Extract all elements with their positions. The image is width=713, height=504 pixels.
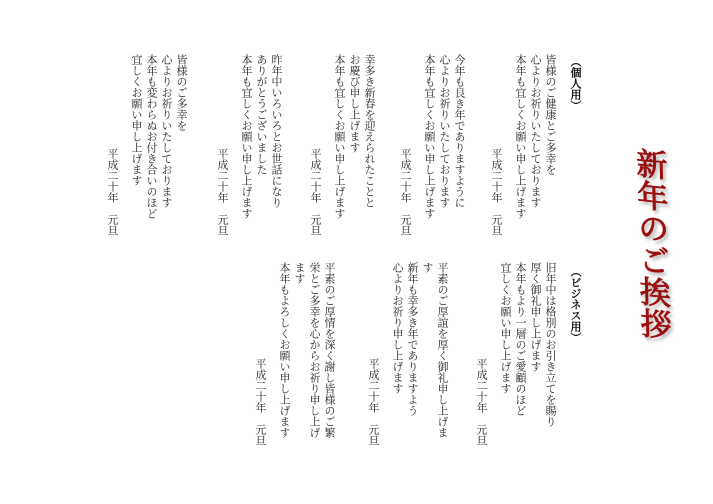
section-label-personal: （個人用） (569, 56, 581, 111)
greeting-line: 本年も宜しくお願い申し上げます (333, 54, 345, 219)
greeting-block-personal-5 (104, 54, 188, 236)
greeting-line: す (421, 262, 433, 273)
greeting-line: 本年も宜しくお願い申し上げます (423, 54, 435, 219)
greeting-line: 心よりお祈りいたしております (529, 54, 541, 208)
greeting-line: 新年も幸多き年でありますよう (406, 262, 418, 416)
greeting-line: 宜しくお願い申し上げます (499, 262, 511, 394)
greeting-line: 平素のご厚誼を厚く御礼申し上げま (436, 262, 448, 438)
greeting-block-personal-2 (397, 54, 466, 236)
greeting-block-personal-1 (488, 54, 557, 236)
date-line: 平成二十年 元旦 (490, 148, 502, 236)
greeting-block-business-2 (365, 262, 449, 446)
greeting-line: 心よりお祈りいたしております (160, 54, 172, 208)
greeting-line: 本年も変わらぬお付き合いのほど (145, 54, 157, 219)
date-line: 平成二十年 元旦 (309, 148, 321, 236)
greeting-line: 宜しくお願い申し上げます (130, 54, 142, 186)
greeting-line: 昨年中いろいろとお世話になり (270, 54, 282, 208)
date-line: 平成二十年 元旦 (475, 358, 487, 446)
greeting-line: 幸多き新春を迎えられたことと (363, 54, 375, 208)
greeting-line: 本年もよろしくお願い申し上げます (278, 262, 290, 438)
greeting-line: 心よりお祈りいたしております (438, 54, 450, 208)
date-line: 平成二十年 元旦 (399, 148, 411, 236)
document-title: 新年のご挨拶 (630, 146, 672, 342)
section-label-business: （ビジネス用） (569, 266, 581, 343)
date-line: 平成二十年 元旦 (367, 358, 379, 446)
greeting-line: 厚く御礼申し上げます (529, 262, 541, 372)
greeting-line: 今年も良き年でありますように (453, 54, 465, 208)
greeting-line: ありがとうございました (255, 54, 267, 175)
greeting-line: ます (293, 262, 305, 284)
greeting-line: 平素のご厚情を深く謝し皆様のご繁 (323, 262, 335, 438)
greeting-block-business-1 (473, 262, 557, 446)
greeting-block-business-3 (252, 262, 336, 446)
greeting-line: 皆様のご多幸を (175, 54, 187, 131)
greeting-block-personal-3 (307, 54, 376, 236)
greeting-line: お慶び申し上げます (348, 54, 360, 153)
greeting-line: 本年も宜しくお願い申し上げます (240, 54, 252, 219)
greeting-block-personal-4 (214, 54, 283, 236)
date-line: 平成二十年 元旦 (106, 148, 118, 236)
greeting-line: 本年もより一層のご愛顧のほど (514, 262, 526, 416)
greeting-line: 栄とご多幸を心からお祈り申し上げ (308, 262, 320, 438)
greeting-line: 心よりお祈り申し上げます (391, 262, 403, 394)
greeting-line: 本年も宜しくお願い申し上げます (514, 54, 526, 219)
greeting-line: 旧年中は格別のお引き立てを賜り (544, 262, 556, 427)
date-line: 平成二十年 元旦 (216, 148, 228, 236)
greeting-line: 皆様のご健康とご多幸を (544, 54, 556, 175)
date-line: 平成二十年 元旦 (254, 358, 266, 446)
